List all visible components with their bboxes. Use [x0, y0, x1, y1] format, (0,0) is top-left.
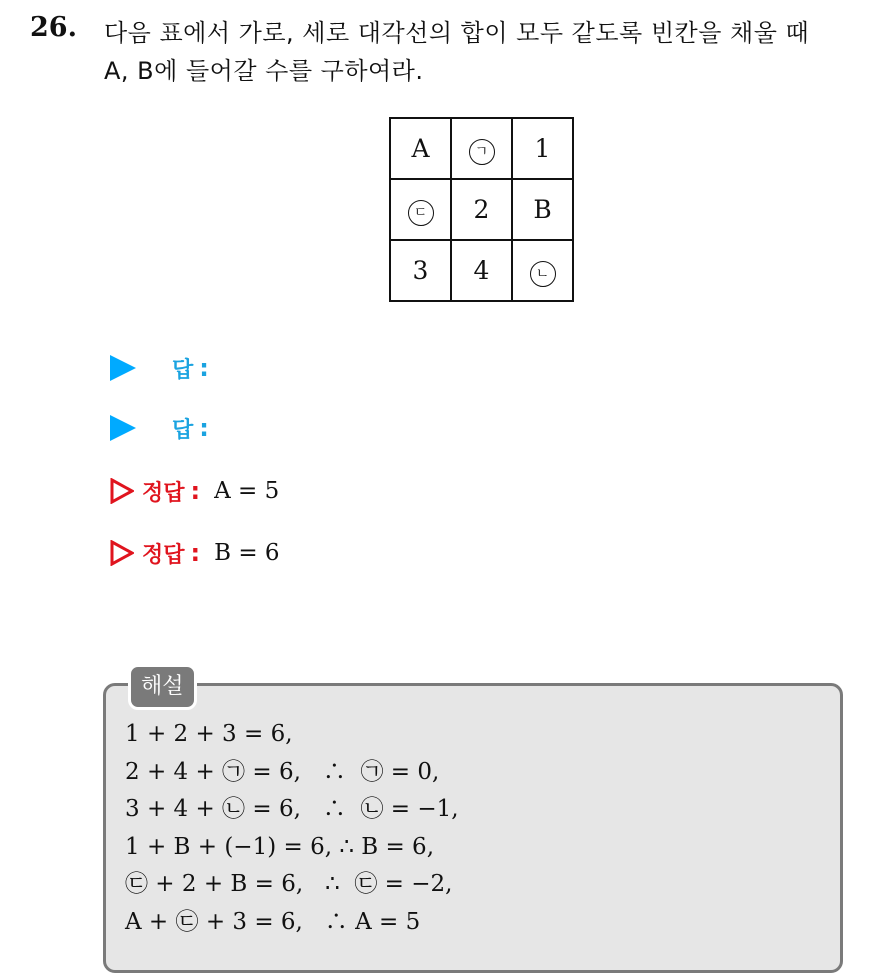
play-triangle-icon — [110, 355, 136, 381]
explanation-line: 2 + 4 + ㉠ = 6, ∴ ㉠ = 0, — [125, 758, 440, 785]
grid-cell — [451, 240, 512, 301]
question-number: 26. — [30, 12, 77, 43]
question-line-1: 다음 표에서 가로, 세로 대각선의 합이 모두 같도록 빈칸을 채울 때 — [104, 19, 810, 47]
answer-label: 답 — [172, 417, 194, 443]
explanation-line: 3 + 4 + ㉡ = 6, ∴ ㉡ = −1, — [125, 796, 459, 822]
cell-text: 3 — [412, 256, 429, 285]
answer-row — [110, 352, 209, 384]
answer-colon: : — [199, 414, 209, 442]
answer-label: 답 — [172, 357, 194, 383]
play-triangle-icon — [110, 415, 136, 441]
solution-colon: : — [190, 477, 201, 505]
circled-label: ㄱ — [469, 139, 495, 165]
solution-value: B = 6 — [214, 540, 280, 566]
grid-row — [390, 240, 573, 301]
question-line-2: A, B에 들어갈 수를 구하여라. — [104, 57, 424, 85]
circled-label: ㄴ — [530, 261, 556, 287]
solution-value: A = 5 — [214, 478, 280, 504]
cell-text: A — [411, 134, 430, 163]
magic-square-grid — [389, 117, 574, 302]
circled-label: ㄷ — [408, 200, 434, 226]
grid-cell — [512, 240, 573, 301]
cell-text: 2 — [473, 195, 490, 224]
explanation-line: 1 + B + (−1) = 6, ∴ B = 6, — [125, 833, 435, 860]
explanation-line: 1 + 2 + 3 = 6, — [125, 721, 293, 747]
grid-cell — [512, 118, 573, 179]
cell-text: 4 — [473, 256, 490, 285]
explanation-line: ㉢ + 2 + B = 6, ∴ ㉢ = −2, — [125, 871, 453, 897]
grid-cell — [390, 179, 451, 240]
cell-text: B — [533, 195, 552, 224]
solution-row — [110, 475, 279, 507]
grid-cell — [512, 179, 573, 240]
explanation-tag: 해설 — [128, 664, 197, 710]
explanation-line: A + ㉢ + 3 = 6, ∴ A = 5 — [125, 908, 421, 935]
grid-row — [390, 118, 573, 179]
cell-text: 1 — [534, 134, 551, 163]
answer-row — [110, 412, 209, 444]
solution-row — [110, 537, 280, 569]
grid-cell — [451, 179, 512, 240]
solution-label: 정답 — [142, 542, 185, 568]
grid-row — [390, 179, 573, 240]
answer-colon: : — [199, 354, 209, 382]
outline-triangle-icon — [110, 478, 134, 504]
grid-cell — [390, 118, 451, 179]
grid-cell — [451, 118, 512, 179]
solution-colon: : — [190, 539, 201, 567]
question-text — [104, 14, 874, 90]
outline-triangle-icon — [110, 540, 134, 566]
explanation-lines — [125, 716, 459, 941]
grid-cell — [390, 240, 451, 301]
solution-label: 정답 — [142, 480, 185, 506]
